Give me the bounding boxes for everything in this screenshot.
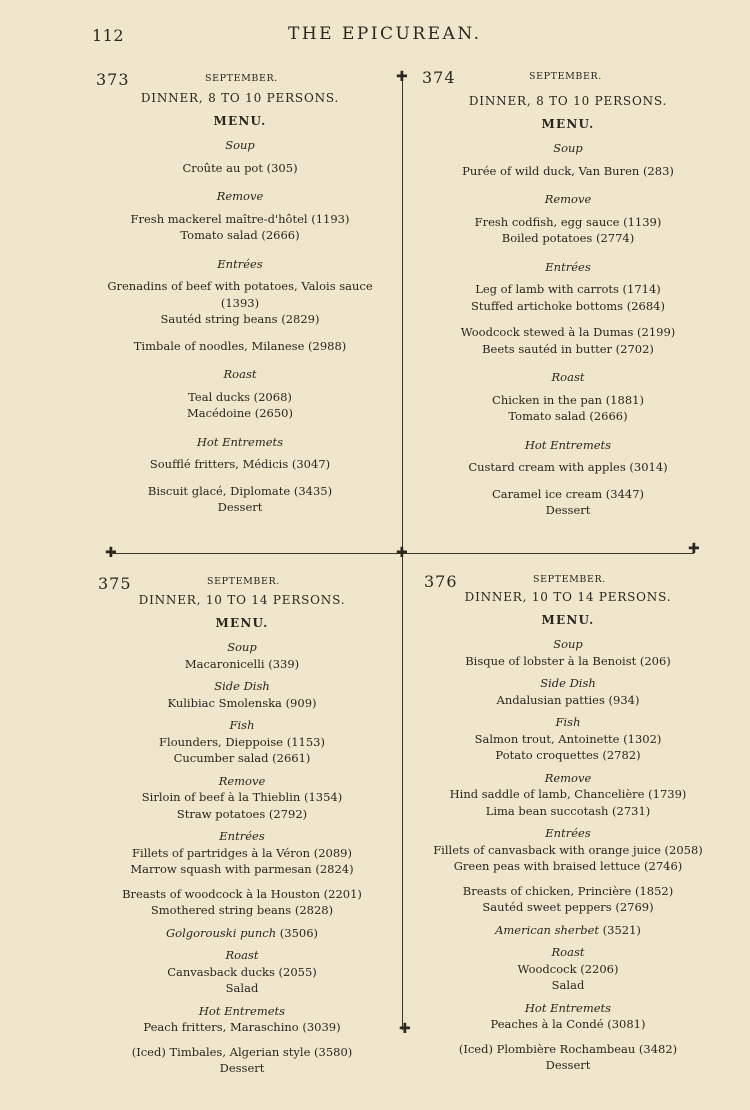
- menu-section: [82, 434, 398, 516]
- section-label-text: Hot Entremets: [524, 1000, 612, 1015]
- dish-group: [86, 695, 398, 712]
- fleuron-ornament: ✚: [399, 1021, 411, 1037]
- section-label: [82, 256, 398, 273]
- section-label: [410, 714, 726, 731]
- dish-group: [410, 1016, 726, 1033]
- dish-group: [82, 389, 398, 422]
- menu-section: [410, 922, 726, 939]
- dish-line: Peaches à la Condé (3081): [490, 1017, 646, 1031]
- section-label: [82, 137, 398, 154]
- dish-line: Chicken in the pan (1881): [492, 392, 644, 407]
- dish-group: [82, 456, 398, 473]
- dish-line: Fillets of partridges à la Véron (2089): [132, 845, 352, 860]
- section-label-text: Roast: [551, 945, 585, 959]
- dish-line: Dessert: [545, 503, 591, 517]
- dish-line: Sautéd sweet peppers (2769): [482, 900, 654, 914]
- menu-section: [410, 1000, 726, 1074]
- menu-section: [412, 369, 724, 425]
- dish-group: [410, 961, 726, 994]
- dish-line: Stuffed artichoke bottoms (2684): [471, 298, 665, 313]
- dish-line: Dessert: [545, 1058, 591, 1072]
- dish-group: [86, 789, 398, 822]
- section-label-text: Hot Entremets: [198, 1003, 286, 1018]
- section-label-text: Roast: [225, 948, 259, 962]
- menu-section: [410, 636, 726, 669]
- dish-group: [82, 483, 398, 516]
- section-label-text: Entrées: [219, 829, 265, 843]
- dish-group: [412, 281, 724, 314]
- dish-group: [86, 964, 398, 997]
- dish-group: [86, 656, 398, 673]
- dish-line: Soufflé fritters, Médicis (3047): [149, 457, 331, 471]
- section-label: [412, 437, 724, 454]
- dish-line: (Iced) Plombière Rochambeau (3482): [458, 1041, 678, 1056]
- section-label: [412, 369, 724, 386]
- dish-line: Fresh mackerel maître-d'hôtel (1193): [130, 211, 350, 226]
- dish-line: Hind saddle of lamb, Chancelière (1739): [449, 787, 687, 801]
- menu-month: SEPTEMBER.: [533, 574, 606, 585]
- section-label: [410, 636, 726, 653]
- section-label: [410, 922, 726, 939]
- menu-heading: MENU.: [541, 116, 595, 131]
- dish-group: [410, 1041, 726, 1074]
- section-label-suffix: (3506): [276, 925, 319, 940]
- dish-line: Croûte au pot (305): [182, 160, 298, 175]
- menu-section: [86, 828, 398, 919]
- menu-number: 374: [422, 68, 456, 87]
- dish-line: Green peas with braised lettuce (2746): [453, 859, 683, 873]
- section-label-text: Hot Entremets: [524, 437, 612, 452]
- section-label: [410, 675, 726, 692]
- menu-title: DINNER, 8 TO 10 PERSONS.: [468, 94, 668, 108]
- menu-heading: MENU.: [541, 612, 595, 627]
- dish-group: [86, 734, 398, 767]
- dish-line: Salad: [225, 981, 259, 995]
- menu-number: 373: [96, 70, 130, 89]
- menu-number: 376: [424, 572, 458, 591]
- dish-line: Leg of lamb with carrots (1714): [475, 282, 661, 296]
- section-label-text: Remove: [544, 192, 592, 206]
- section-label-text: Remove: [544, 770, 592, 785]
- section-label: [412, 259, 724, 276]
- menu-heading: MENU.: [215, 615, 269, 630]
- dish-group: [86, 886, 398, 919]
- dish-group: [412, 392, 724, 425]
- running-title: THE EPICUREAN.: [288, 24, 482, 44]
- section-label-text: Side Dish: [540, 676, 596, 690]
- section-label: [86, 639, 398, 656]
- dish-line: Sautéd string beans (2829): [160, 312, 320, 326]
- dish-group: [86, 1019, 398, 1036]
- dish-line: Salmon trout, Antoinette (1302): [474, 731, 662, 746]
- section-label-text: Soup: [225, 138, 255, 152]
- section-label-text: Entrées: [217, 256, 263, 271]
- dish-line: Peach fritters, Maraschino (3039): [143, 1020, 341, 1034]
- dish-line: Teal ducks (2068): [188, 389, 292, 404]
- dish-group: [410, 883, 726, 916]
- section-label-text: Fish: [555, 715, 581, 729]
- section-label: [86, 717, 398, 734]
- dish-group: [410, 692, 726, 709]
- dish-line: Woodcock (2206): [517, 961, 619, 976]
- dish-group: [82, 211, 398, 244]
- section-label-suffix: (3521): [599, 922, 641, 937]
- section-label: [410, 770, 726, 787]
- menu-section: [410, 825, 726, 916]
- dish-line: Kulibiac Smolenska (909): [167, 695, 317, 710]
- section-label: [82, 188, 398, 205]
- dish-group: [412, 214, 724, 247]
- dish-group: [412, 163, 724, 180]
- menu-section: [82, 256, 398, 355]
- dish-line: Tomato salad (2666): [508, 409, 628, 423]
- dish-line: Boiled potatoes (2774): [501, 231, 635, 245]
- dish-line: Canvasback ducks (2055): [167, 964, 317, 979]
- menu-section: [82, 137, 398, 176]
- section-label: [86, 678, 398, 695]
- section-label-text: Entrées: [545, 259, 591, 274]
- dish-line: Biscuit glacé, Diplomate (3435): [147, 483, 333, 498]
- dish-line: Custard cream with apples (3014): [468, 460, 668, 474]
- section-label: [86, 947, 398, 964]
- section-label-text: Entrées: [545, 826, 591, 840]
- section-label: [86, 1003, 398, 1020]
- menu-section: [410, 770, 726, 820]
- dish-line: Tomato salad (2666): [180, 228, 300, 242]
- section-label: [86, 773, 398, 790]
- menu-month: SEPTEMBER.: [529, 71, 602, 82]
- section-label: [410, 825, 726, 842]
- dish-group: [410, 842, 726, 875]
- section-label-text: Side Dish: [214, 679, 270, 693]
- dish-line: Woodcock stewed à la Dumas (2199): [460, 325, 676, 339]
- page-number: 112: [92, 26, 125, 45]
- dish-line: Bisque of lobster à la Benoist (206): [465, 653, 671, 668]
- section-label: [82, 434, 398, 451]
- menu-body: [82, 90, 398, 516]
- dish-group: [82, 160, 398, 177]
- section-label-text: Soup: [553, 637, 583, 651]
- dish-group: [412, 486, 724, 519]
- fleuron-ornament: ✚: [688, 541, 700, 557]
- menu-section: [412, 259, 724, 358]
- dish-group: [410, 731, 726, 764]
- menu-section: [86, 1003, 398, 1077]
- fleuron-ornament: ✚: [396, 545, 408, 561]
- dish-line: Fillets of canvasback with orange juice (2058): [433, 842, 703, 857]
- menu-body: [86, 592, 398, 1077]
- section-label: [86, 925, 398, 942]
- dish-group: [410, 786, 726, 819]
- menu-section: [410, 675, 726, 708]
- dish-line: Fresh codfish, egg sauce (1139): [474, 214, 662, 229]
- dish-line: Potato croquettes (2782): [495, 748, 641, 762]
- section-label: [412, 140, 724, 157]
- section-label-text: Soup: [553, 141, 583, 155]
- menu-title: DINNER, 8 TO 10 PERSONS.: [140, 91, 340, 105]
- dish-group: [82, 278, 398, 328]
- section-label: [412, 191, 724, 208]
- dish-line: Beets sautéd in butter (2702): [482, 341, 654, 356]
- menu-section: [82, 366, 398, 422]
- dish-line: Macaronicelli (339): [184, 656, 300, 671]
- section-label-text: Remove: [218, 773, 266, 788]
- menu-title: DINNER, 10 TO 14 PERSONS.: [464, 590, 672, 604]
- dish-line: Grenadins of beef with potatoes, Valois sauce: [107, 279, 373, 293]
- menu-month: SEPTEMBER.: [205, 73, 278, 84]
- menu-section: [86, 925, 398, 942]
- menu-section: [412, 140, 724, 179]
- menu-heading: MENU.: [213, 113, 267, 128]
- menu-section: [86, 773, 398, 823]
- dish-line: Timbale of noodles, Milanese (2988): [133, 338, 347, 353]
- dish-group: [412, 459, 724, 476]
- dish-line: Dessert: [219, 1061, 265, 1075]
- section-label-text: American sherbet: [495, 922, 600, 937]
- section-label: [86, 828, 398, 845]
- section-label-text: Golgorouski punch: [165, 925, 277, 940]
- section-label: [410, 944, 726, 961]
- menu-section: [412, 191, 724, 247]
- menu-body: [412, 93, 724, 519]
- menu-month: SEPTEMBER.: [207, 576, 280, 587]
- section-label: [82, 366, 398, 383]
- section-label: [410, 1000, 726, 1017]
- menu-section: [82, 188, 398, 244]
- dish-line: Sirloin of beef à la Thieblin (1354): [141, 790, 343, 804]
- fleuron-ornament: ✚: [396, 69, 408, 85]
- section-label-text: Roast: [551, 370, 585, 384]
- menu-section: [86, 947, 398, 997]
- dish-line: (Iced) Timbales, Algerian style (3580): [131, 1044, 353, 1059]
- dish-line: (1393): [220, 295, 260, 310]
- dish-line: Breasts of woodcock à la Houston (2201): [122, 886, 362, 901]
- menu-section: [410, 714, 726, 764]
- menu-section: [410, 944, 726, 994]
- menu-section: [86, 678, 398, 711]
- menu-section: [412, 437, 724, 519]
- menu-section: [86, 639, 398, 672]
- fleuron-ornament: ✚: [105, 545, 117, 561]
- dish-line: Smothered string beans (2828): [150, 903, 334, 917]
- section-label-text: Soup: [227, 640, 257, 654]
- menu-body: [410, 589, 726, 1074]
- dish-group: [82, 338, 398, 355]
- section-label-text: Hot Entremets: [196, 434, 284, 449]
- dish-group: [412, 324, 724, 357]
- section-label-text: Roast: [223, 367, 257, 381]
- menu-number: 375: [98, 574, 132, 593]
- dish-line: Andalusian patties (934): [496, 692, 640, 707]
- menu-section: [86, 717, 398, 767]
- dish-line: Macédoine (2650): [187, 406, 293, 420]
- dish-group: [86, 1044, 398, 1077]
- dish-group: [410, 653, 726, 670]
- section-label-text: Remove: [216, 189, 264, 203]
- dish-line: Purée of wild duck, Van Buren (283): [462, 163, 674, 178]
- menu-title: DINNER, 10 TO 14 PERSONS.: [138, 593, 346, 607]
- section-label-text: Fish: [229, 718, 255, 732]
- dish-line: Flounders, Dieppoise (1153): [159, 734, 325, 749]
- dish-line: Salad: [551, 978, 585, 992]
- dish-line: Lima bean succotash (2731): [485, 803, 651, 818]
- dish-line: Caramel ice cream (3447): [491, 486, 645, 501]
- dish-group: [86, 845, 398, 878]
- dish-line: Straw potatoes (2792): [176, 806, 308, 821]
- dish-line: Breasts of chicken, Princière (1852): [462, 883, 674, 898]
- dish-line: Marrow squash with parmesan (2824): [130, 862, 354, 876]
- dish-line: Cucumber salad (2661): [173, 751, 311, 765]
- dish-line: Dessert: [217, 500, 263, 514]
